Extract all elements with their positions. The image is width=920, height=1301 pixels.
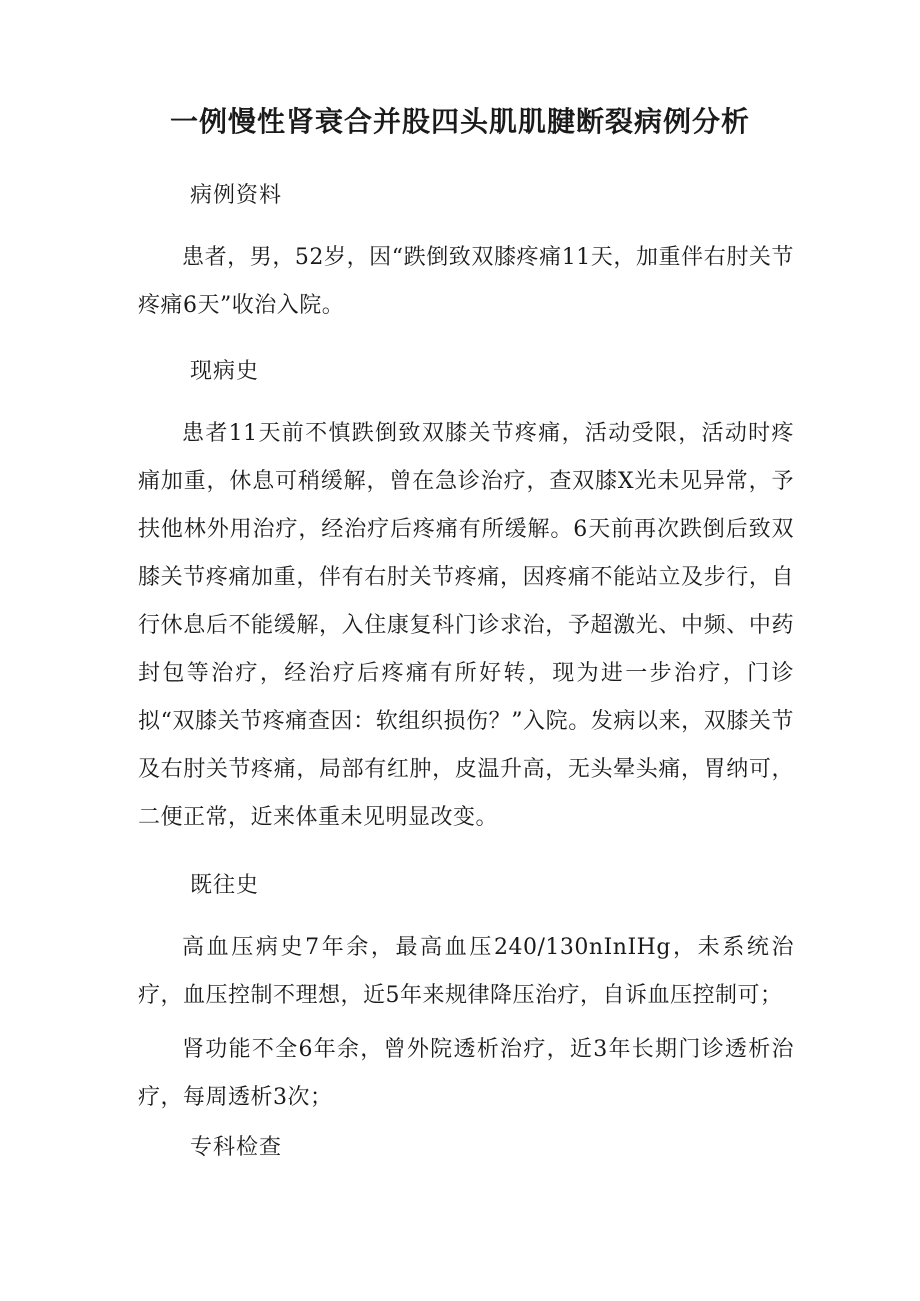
paragraph-chief-complaint: 患者，男，52岁，因“跌倒致双膝疼痛11天，加重伴右肘关节疼痛6天”收治入院。 xyxy=(138,245,794,318)
section-heading-case-data: 病例资料 xyxy=(190,183,283,208)
paragraph-present-illness: 患者11天前不慎跌倒致双膝关节疼痛，活动受限，活动时疼痛加重，休息可稍缓解，曾在急诊治疗，查双膝X光未见异常，予扶他林外用治疗，经治疗后疼痛有所缓解。6天前再次跌倒后致双膝关节疼痛加重，伴有右肘关节疼痛，因疼痛不能站立及步行，自行休息后不能缓解，入住康复科门诊求治，予超激光、中频、中药封包等治疗，经治疗后疼痛有所好转，现为进一步治疗，门诊拟“双膝关节疼痛查因：软组织损伤？”入院。发病以来，双膝关节及右肘关节疼痛，局部有红肿，皮温升高，无头晕头痛，胃纳可，二便正常，近来体重未见明显改变。 xyxy=(138,421,794,830)
document-title: 一例慢性肾衰合并股四头肌肌腱断裂病例分析 xyxy=(169,105,750,138)
section-heading-present-illness: 现病史 xyxy=(190,359,260,384)
paragraph-hypertension-history: 高血压病史7年余，最高血压240/130nInIHg，未系统治疗，血压控制不理想，近5年来规律降压治疗，自诉血压控制可； xyxy=(138,935,794,1008)
section-heading-specialist-exam: 专科检查 xyxy=(190,1135,283,1160)
section-heading-past-history: 既往史 xyxy=(190,873,260,898)
paragraph-renal-history: 肾功能不全6年余，曾外院透析治疗，近3年长期门诊透析治疗，每周透析3次； xyxy=(138,1037,794,1110)
